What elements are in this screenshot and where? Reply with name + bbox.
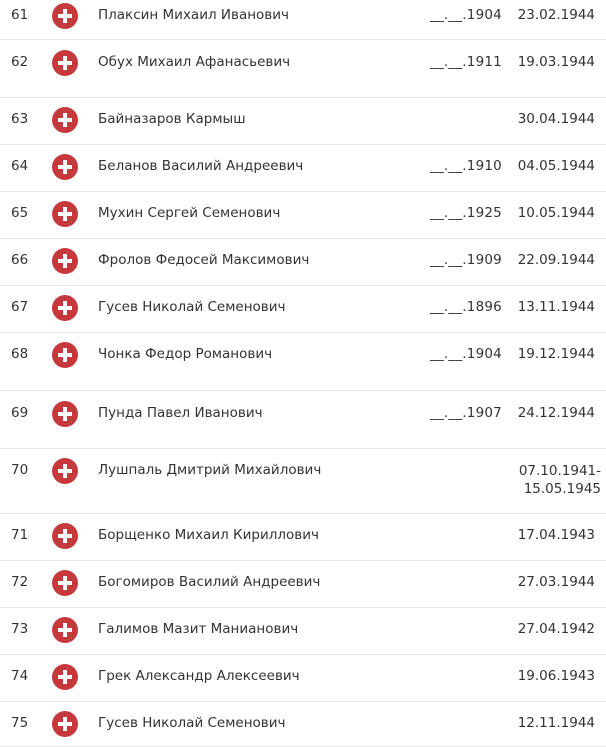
plus-icon[interactable] [52, 401, 78, 427]
plus-icon[interactable] [52, 248, 78, 274]
death-date: 24.12.1944 [517, 405, 595, 421]
list-row [0, 98, 606, 145]
row-number: 62 [11, 54, 29, 70]
death-date: 23.02.1944 [517, 7, 595, 23]
row-number: 70 [11, 462, 29, 478]
death-date: 19.06.1943 [517, 668, 595, 684]
plus-icon[interactable] [52, 201, 78, 227]
death-date: 30.04.1944 [517, 111, 595, 127]
death-date: 27.04.1942 [517, 621, 595, 637]
list-row [0, 702, 606, 747]
death-date: 10.05.1944 [517, 205, 595, 221]
plus-icon[interactable] [52, 3, 78, 29]
plus-icon[interactable] [52, 295, 78, 321]
list-row [0, 0, 606, 40]
death-date: 22.09.1944 [517, 252, 595, 268]
row-number: 66 [11, 252, 29, 268]
person-name[interactable]: Обух Михаил Афанасьевич [98, 54, 291, 70]
list-row [0, 192, 606, 239]
person-name[interactable]: Мухин Сергей Семенович [98, 205, 281, 221]
list-row [0, 655, 606, 702]
row-number: 64 [11, 158, 29, 174]
death-date: 17.04.1943 [517, 527, 595, 543]
person-name[interactable]: Беланов Василий Андреевич [98, 158, 304, 174]
death-date: 04.05.1944 [517, 158, 595, 174]
plus-icon[interactable] [52, 570, 78, 596]
birth-date: __.__.1925 [430, 205, 502, 221]
plus-icon[interactable] [52, 617, 78, 643]
row-number: 68 [11, 346, 29, 362]
list-row [0, 561, 606, 608]
list-row [0, 391, 606, 449]
person-name[interactable]: Лушпаль Дмитрий Михайлович [98, 462, 322, 478]
plus-icon[interactable] [52, 711, 78, 737]
birth-date: __.__.1911 [430, 54, 502, 70]
plus-icon[interactable] [52, 458, 78, 484]
person-name[interactable]: Фролов Федосей Максимович [98, 252, 310, 268]
row-number: 65 [11, 205, 29, 221]
person-name[interactable]: Плаксин Михаил Иванович [98, 7, 290, 23]
person-name[interactable]: Байназаров Кармыш [98, 111, 246, 127]
list-row [0, 239, 606, 286]
plus-icon[interactable] [52, 523, 78, 549]
row-number: 72 [11, 574, 29, 590]
death-date: 12.11.1944 [517, 715, 595, 731]
death-date: 19.03.1944 [517, 54, 595, 70]
plus-icon[interactable] [52, 342, 78, 368]
list-row [0, 145, 606, 192]
birth-date: __.__.1910 [430, 158, 502, 174]
list-row [0, 286, 606, 333]
plus-icon[interactable] [52, 664, 78, 690]
person-name[interactable]: Пунда Павел Иванович [98, 405, 263, 421]
row-number: 74 [11, 668, 29, 684]
person-name[interactable]: Гусев Николай Семенович [98, 715, 286, 731]
plus-icon[interactable] [52, 107, 78, 133]
person-name[interactable]: Богомиров Василий Андреевич [98, 574, 321, 590]
person-name[interactable]: Борщенко Михаил Кириллович [98, 527, 319, 543]
death-date [519, 462, 601, 498]
birth-date: __.__.1896 [430, 299, 502, 315]
death-date: 19.12.1944 [517, 346, 595, 362]
row-number: 71 [11, 527, 29, 543]
death-date: 13.11.1944 [517, 299, 595, 315]
list-row [0, 608, 606, 655]
list-row [0, 514, 606, 561]
death-date-line-1: 07.10.1941- [518, 463, 601, 479]
person-name[interactable]: Гусев Николай Семенович [98, 299, 286, 315]
person-name[interactable]: Грек Александр Алексеевич [98, 668, 300, 684]
death-date-line-2: 15.05.1945 [523, 481, 601, 497]
row-number: 69 [11, 405, 29, 421]
death-date: 27.03.1944 [517, 574, 595, 590]
list-row [0, 333, 606, 391]
plus-icon[interactable] [52, 50, 78, 76]
plus-icon[interactable] [52, 154, 78, 180]
row-number: 63 [11, 111, 29, 127]
row-number: 61 [11, 7, 29, 23]
list-row [0, 40, 606, 98]
row-number: 67 [11, 299, 29, 315]
birth-date: __.__.1907 [430, 405, 502, 421]
row-number: 73 [11, 621, 29, 637]
person-name[interactable]: Галимов Мазит Манианович [98, 621, 299, 637]
birth-date: __.__.1904 [430, 346, 502, 362]
row-number: 75 [11, 715, 29, 731]
birth-date: __.__.1904 [430, 7, 502, 23]
list-row [0, 449, 606, 514]
birth-date: __.__.1909 [430, 252, 502, 268]
person-name[interactable]: Чонка Федор Романович [98, 346, 273, 362]
